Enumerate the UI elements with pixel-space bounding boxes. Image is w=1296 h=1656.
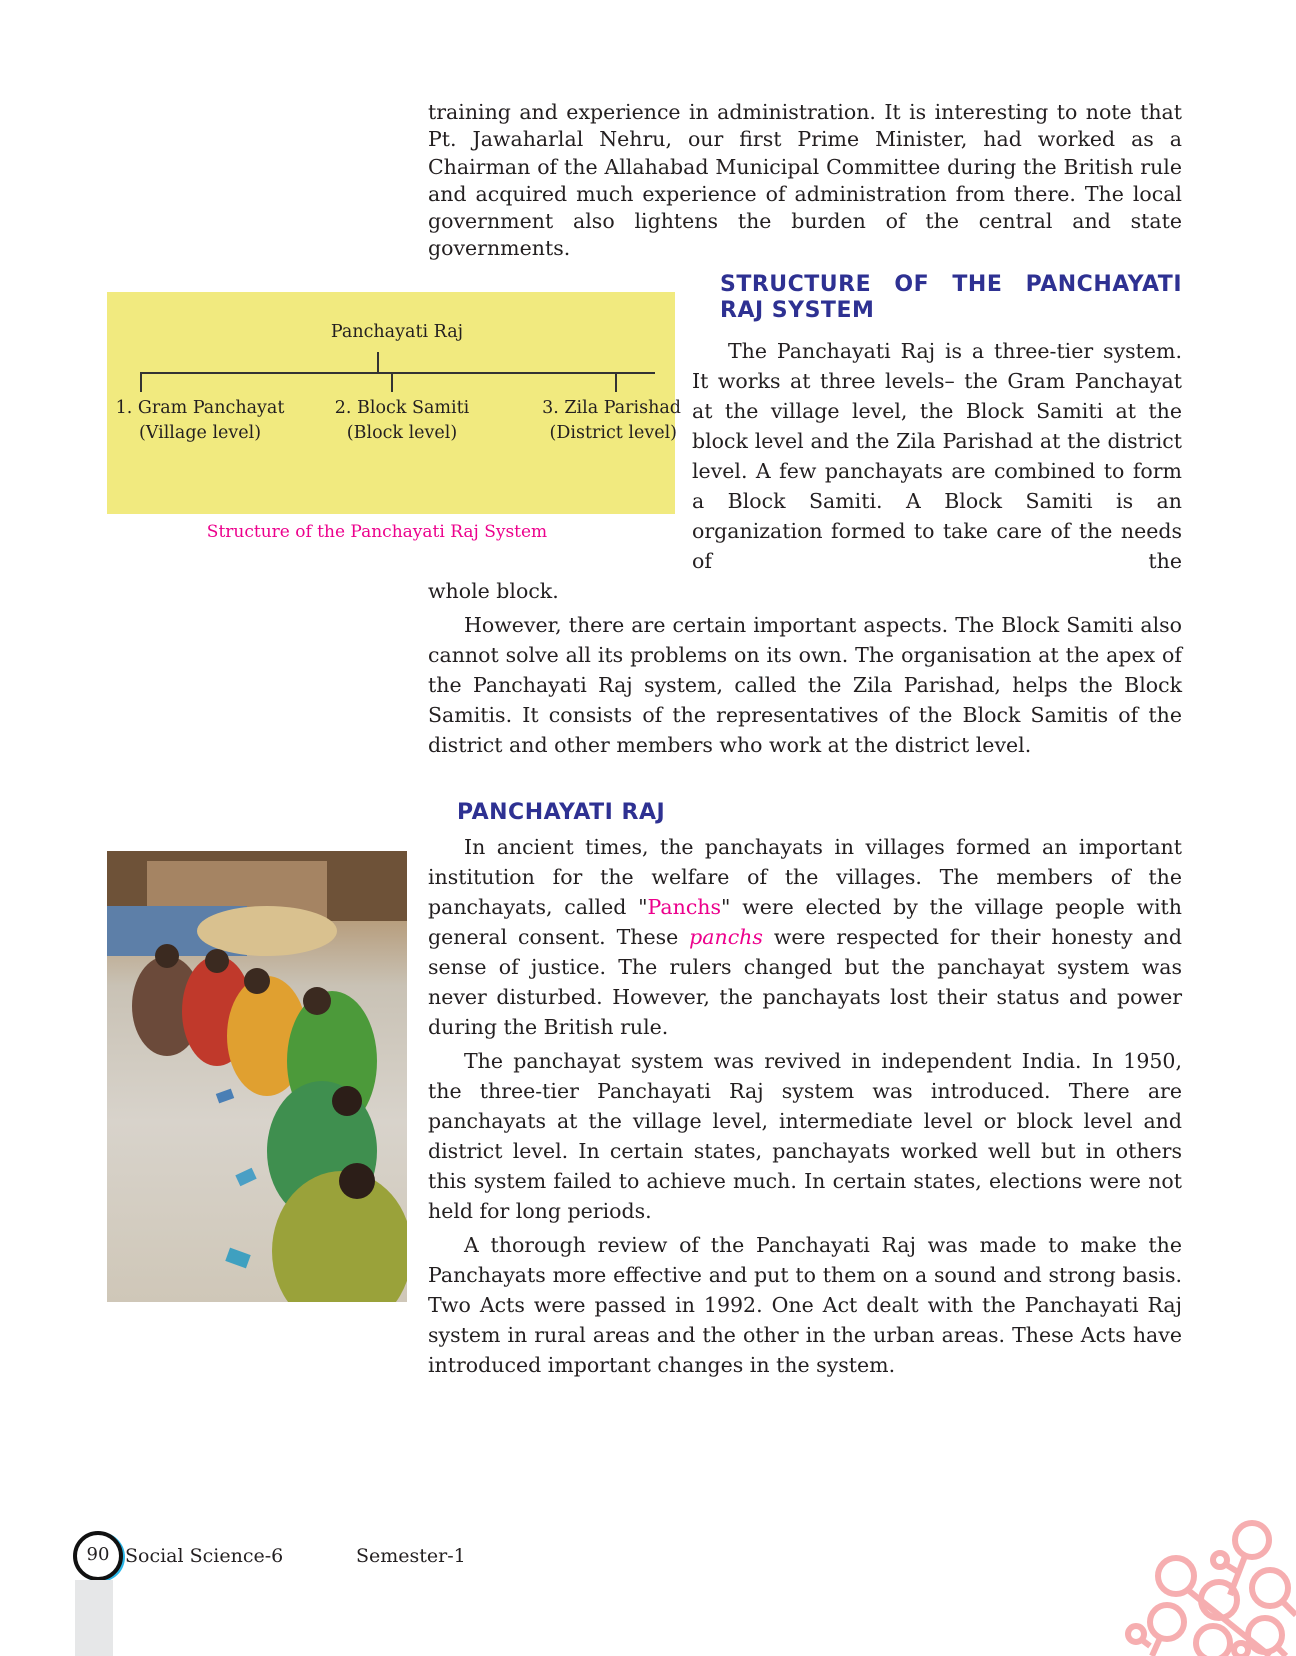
corner-decoration (1120, 1500, 1296, 1656)
diagram-node-gram: 1. Gram Panchayat (Village level) (115, 398, 285, 443)
term-panchs-italic: panchs (689, 925, 763, 949)
diagram-root: Panchayati Raj (330, 322, 464, 342)
section-heading-structure: STRUCTURE OF THE PANCHAYATI RAJ SYSTEM (720, 272, 1182, 323)
structure-paragraph-part1: The Panchayati Raj is a three-tier system. It works at three levels– the Gram Panchayat at the village level, the Block Samiti at the block level and the Zila Parishad at the district level. A few panchayats are combined to form a Block Samiti. A Block Samiti is an organization formed to take care of the needs of the (692, 339, 1182, 573)
structure-paragraph-part2: whole block. However, there are certain important aspects. The Block Samiti also cannot solve all its problems on its own. The organisation at the apex of the Panchayati Raj system, called the Zila Parishad, helps the Block Samitis. It consists of the representatives of the Block Samitis of the district and other members who work at the district level. (428, 579, 1182, 757)
section-heading-panchayati-raj: PANCHAYATI RAJ (457, 800, 666, 825)
panchayati-raj-diagram (107, 292, 681, 514)
intro-paragraph: training and experience in administration. It is interesting to note that Pt. Jawaharlal Nehru, our first Prime Minister, had worked as a Chairman of the Allahabad Municipal Committee during the British rule and acquired much experience of administration from there. The local government also lightens the burden of the central and state governments. (428, 100, 1182, 261)
diagram-connector (391, 372, 393, 392)
diagram-connector (140, 372, 142, 392)
paragraph-ancient: In ancient times, the panchayats in villages formed an important institution for the welfare of the villages. The members of the panchayats, called "Panchs" were elected by the village people with general consent. These panchs were respected for their honesty and sense of justice. The rulers changed but the panchayat system was never disturbed. However, the panchayats lost their status and power during the British rule. (428, 835, 1182, 1039)
page-number-badge: 90 (73, 1531, 123, 1581)
page-tab-strip (75, 1580, 113, 1656)
term-panchs: Panchs (647, 895, 722, 919)
diagram-node-zila: 3. Zila Parishad (District level) (542, 398, 681, 443)
diagram-connector (615, 372, 617, 392)
village-women-photo (107, 851, 407, 1302)
panchayati-raj-body: In ancient times, the panchayats in villages formed an important institution for the welfare of the villages. The members of the panchayats, called "Panchs" were elected by the village people with general consent. These panchs were respected for their honesty and sense of justice. The rulers changed but the panchayat system was never disturbed. However, the panchayats lost their status and power during the British rule. The panchayat system was revived in independent India. In 1950, the three-tier Panchayati Raj system was introduced. There are panchayats at the village level, intermediate level or block level and district level. In certain states, panchayats worked well but in others this system failed to achieve much. In certain states, elections were not held for long periods. A thorough review of the Panchayati Raj was made to make the Panchayats more effective and put to them on a sound and strong basis. Two Acts were passed in 1992. One Act dealt with the Panchayati Raj system in rural areas and the other in the urban areas. These Acts have introduced important changes in the system. (428, 832, 1182, 1380)
diagram-caption: Structure of the Panchayati Raj System (206, 522, 548, 542)
footer-book-title: Social Science-6 (125, 1545, 284, 1567)
footer-semester: Semester-1 (356, 1545, 466, 1567)
diagram-connector (377, 352, 379, 372)
diagram-connector (140, 372, 655, 374)
diagram-node-block: 2. Block Samiti (Block level) (334, 398, 470, 443)
